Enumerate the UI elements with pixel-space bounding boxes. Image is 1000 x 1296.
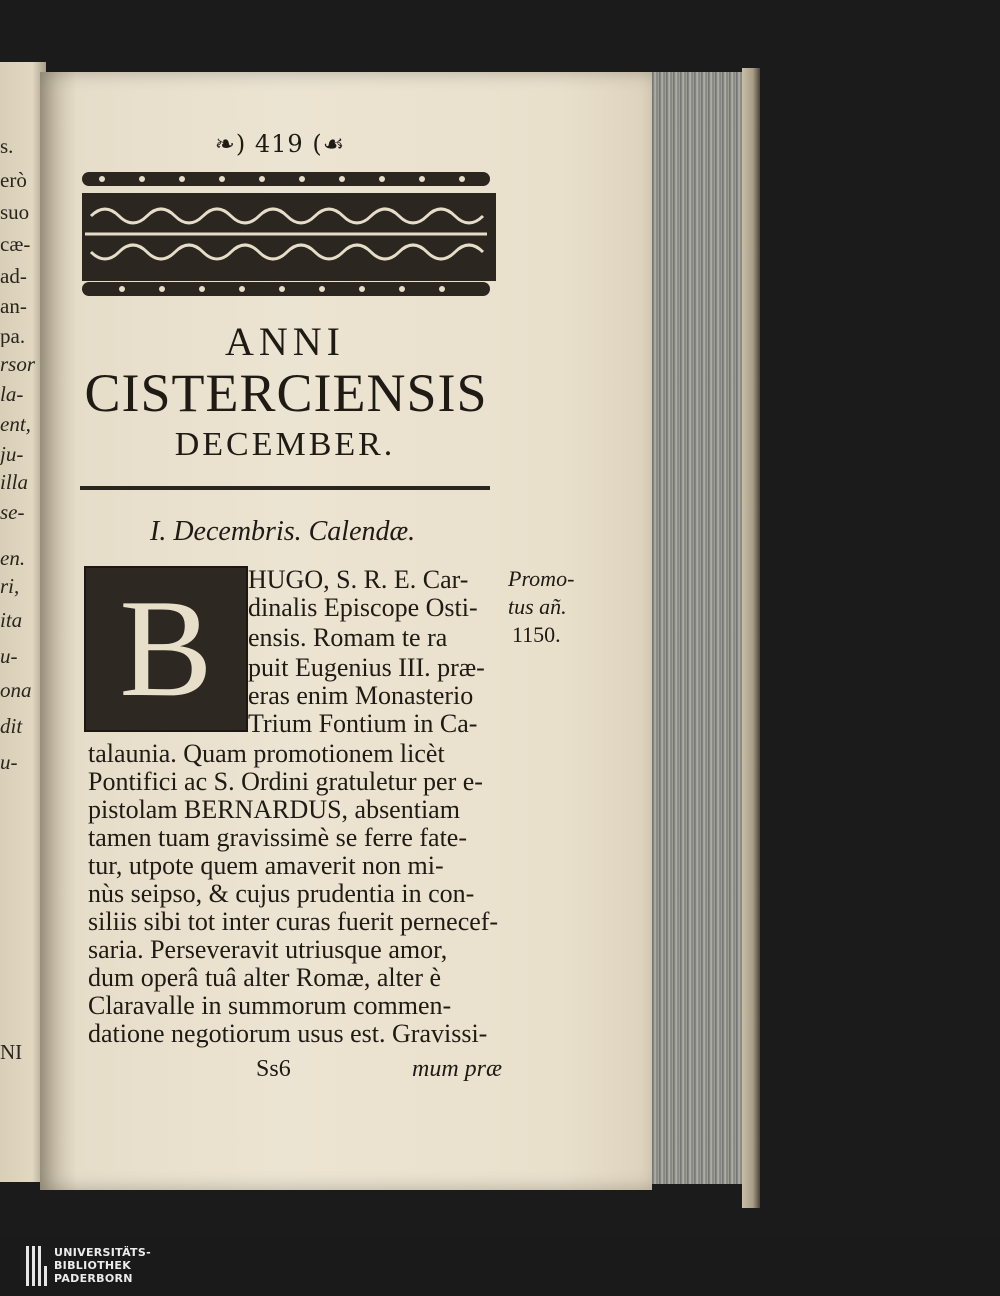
left-fragment: en. [0, 548, 26, 569]
library-name-line2: BIBLIOTHEK [54, 1259, 132, 1272]
body-line: datione negotiorum usus est. Gravissi- [88, 1019, 488, 1048]
body-line: dum operâ tuâ alter Romæ, alter è [88, 963, 442, 992]
left-fragment: NI [0, 1042, 23, 1063]
left-fragment: dit [0, 716, 23, 737]
left-fragment: cæ- [0, 234, 31, 255]
title-line-2: CISTERCIENSIS [84, 363, 488, 423]
left-fragment: ent, [0, 414, 31, 435]
body-line: siliis sibi tot inter curas fuerit pernecef- [88, 907, 499, 936]
left-fragment: ri, [0, 576, 20, 597]
left-fragment: ad- [0, 266, 27, 287]
body-line: puit Eugenius III. præ- [248, 653, 485, 682]
body-line: pistolam BERNARDUS, absentiam [88, 795, 460, 824]
body-line: Trium Fontium in Ca- [248, 709, 478, 738]
left-fragment: s. [0, 136, 14, 157]
library-logo-icon [26, 1246, 46, 1286]
margin-note-line: Promo- [508, 566, 575, 591]
body-line: nùs seipso, & cujus prudentia in con- [88, 879, 475, 908]
left-fragment: illa [0, 472, 29, 493]
page-number: ❧) 419 (☙ [214, 130, 346, 158]
left-fragment: suo [0, 202, 30, 223]
body-line: dinalis Episcope Osti- [248, 593, 478, 622]
book-cover-edge [742, 68, 760, 1208]
left-fragment: ita [0, 610, 23, 631]
scroll-ornament-icon [85, 196, 487, 272]
page-block-edges [652, 72, 742, 1184]
margin-note-line: tus añ. [508, 594, 567, 619]
title-line-3: DECEMBER. [174, 426, 396, 463]
left-fragment: u- [0, 646, 18, 667]
catchword: mum præ [412, 1056, 503, 1082]
initial-letter: B [119, 571, 213, 726]
body-line: eras enim Monasterio [248, 681, 474, 710]
body-line: Pontifici ac S. Ordini gratuletur per e- [88, 767, 483, 796]
left-fragment: an- [0, 296, 27, 317]
left-fragment: pa. [0, 326, 26, 347]
left-fragment: ona [0, 680, 32, 701]
divider-rule [80, 486, 490, 490]
decorated-initial [84, 566, 248, 732]
body-line: tamen tuam gravissimè se ferre fate- [88, 823, 467, 852]
ornament-band-bottom [82, 278, 490, 300]
ornament-band-top [82, 168, 490, 190]
library-name-line3: PADERBORN [54, 1272, 133, 1285]
title-line-1: ANNI [225, 319, 345, 364]
left-fragment: se- [0, 502, 25, 523]
ornament-headpiece [82, 193, 496, 281]
left-fragment: u- [0, 752, 18, 773]
body-line: tur, utpote quem amaverit non mi- [88, 851, 444, 880]
body-line: ensis. Romam te ra [248, 623, 448, 652]
library-name [54, 1246, 151, 1285]
section-heading: I. Decembris. Calendæ. [150, 516, 416, 547]
signature-mark: Ss6 [256, 1056, 291, 1082]
library-name-line1: UNIVERSITÄTS- [54, 1246, 151, 1259]
margin-note-line: 1150. [512, 622, 561, 647]
left-fragment: erò [0, 170, 27, 191]
flourish-right-icon: (☙ [312, 130, 346, 158]
left-fragment: la- [0, 384, 24, 405]
body-line: talaunia. Quam promotionem licèt [88, 739, 445, 768]
body-line: Claravalle in summorum commen- [88, 991, 452, 1020]
body-line: HUGO, S. R. E. Car- [248, 565, 469, 594]
body-line: saria. Perseveravit utriusque amor, [88, 935, 448, 964]
left-fragment: ju- [0, 444, 24, 465]
left-fragment: rsor [0, 354, 36, 375]
flourish-left-icon: ❧) [214, 130, 247, 158]
